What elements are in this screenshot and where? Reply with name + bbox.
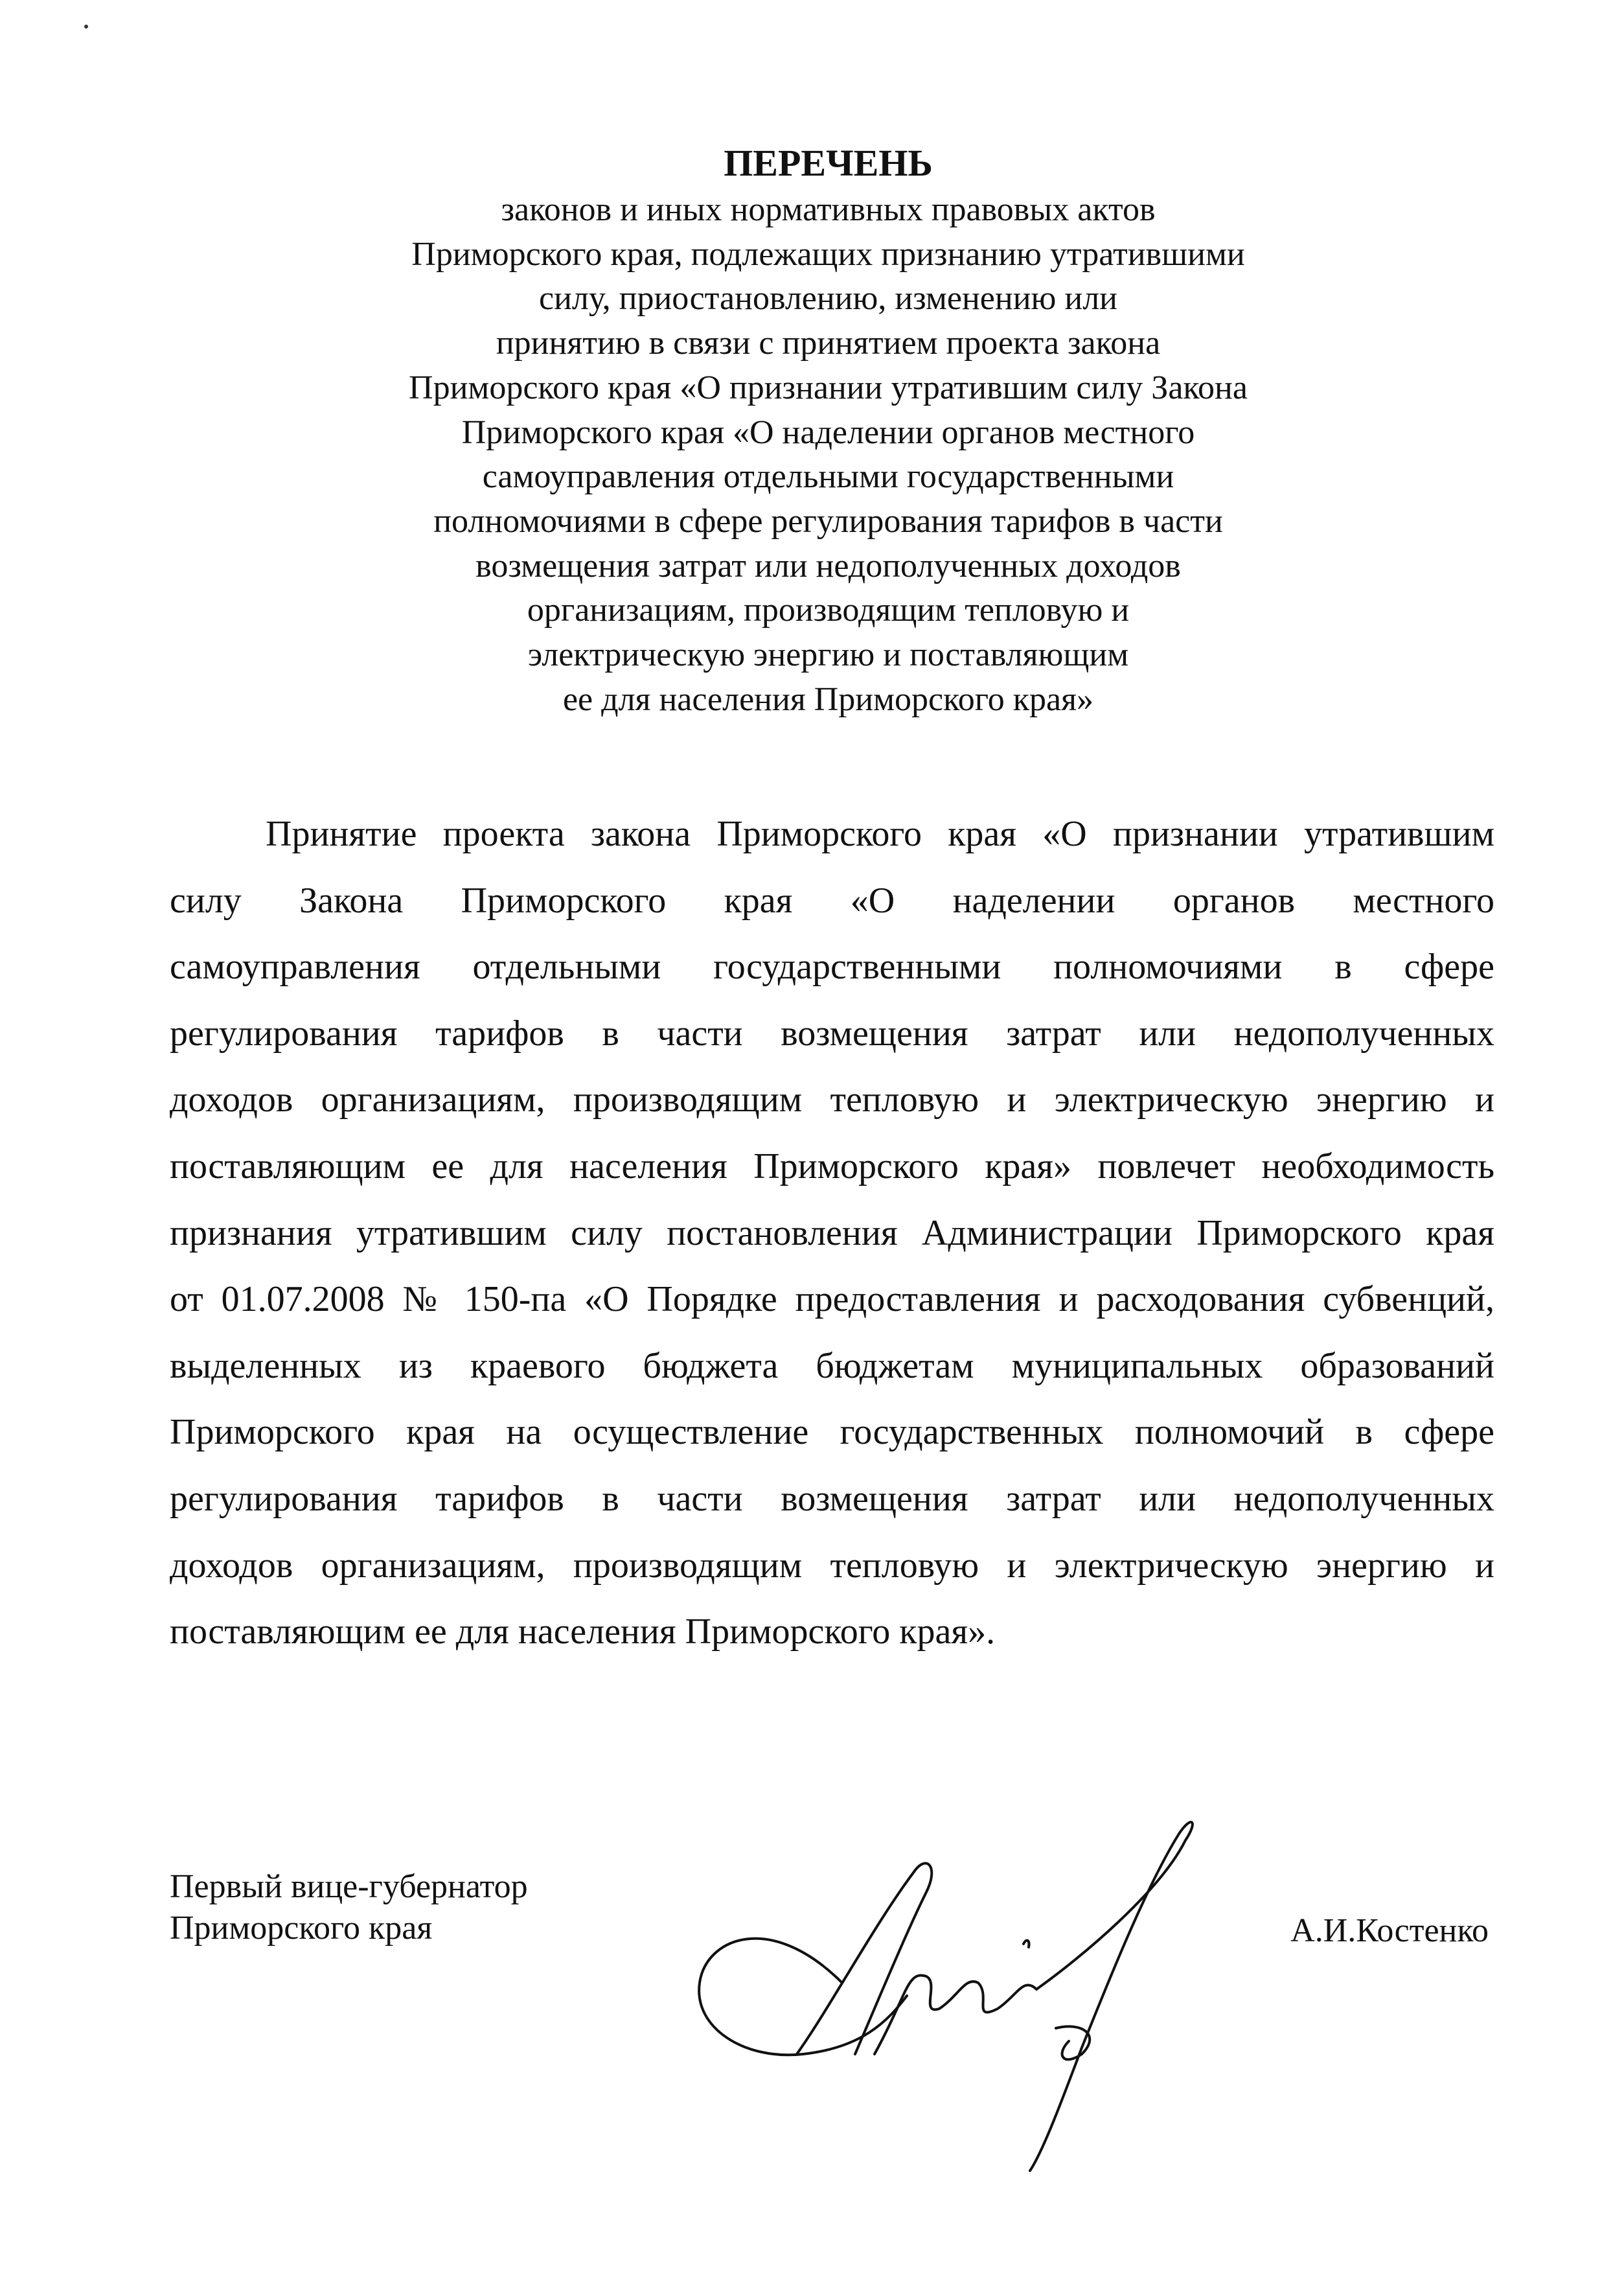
- subtitle-line: электрическую энергию и поставляющим: [527, 636, 1129, 674]
- signatory-name: А.И.Костенко: [1290, 1912, 1489, 1949]
- subtitle-line: законов и иных нормативных правовых актов: [501, 191, 1156, 228]
- subtitle-line: Приморского края «О наделении органов местного: [461, 413, 1195, 451]
- subtitle-line: принятию в связи с принятием проекта закона: [496, 325, 1161, 362]
- signatory-position: [170, 1866, 528, 1949]
- body-line: признания утратившим силу постановления Администрации Приморского края: [170, 1212, 1494, 1253]
- handwritten-signature: [693, 1814, 1276, 2177]
- document-subtitle: [0, 188, 1624, 722]
- signature-stroke: [1030, 1822, 1193, 2171]
- body-line: доходов организациям, производящим тепловую и электрическую энергию и: [170, 1545, 1494, 1586]
- subtitle-line: возмещения затрат или недополученных доходов: [475, 547, 1181, 584]
- body-line: регулирования тарифов в части возмещения затрат или недополученных: [170, 1478, 1494, 1519]
- signature-stroke: [699, 1939, 907, 2055]
- subtitle-line: ее для населения Приморского края»: [562, 680, 1094, 718]
- body-line: выделенных из краевого бюджета бюджетам муниципальных образований: [170, 1345, 1494, 1386]
- body-line: Приморского края на осуществление государственных полномочий в сфере: [170, 1412, 1494, 1453]
- body-line: регулирования тарифов в части возмещения затрат или недополученных: [170, 1013, 1494, 1054]
- body-line: Принятие проекта закона Приморского края «О признании утратившим: [266, 814, 1494, 854]
- subtitle-line: Приморского края «О признании утратившим силу Закона: [409, 369, 1248, 406]
- body-line: доходов организациям, производящим тепловую и электрическую энергию и: [170, 1080, 1494, 1120]
- body-line: силу Закона Приморского края «О наделении органов местного: [170, 880, 1494, 921]
- subtitle-line: Приморского края, подлежащих признанию утратившими: [411, 235, 1245, 273]
- position-line: Первый вице-губернатор: [170, 1868, 528, 1905]
- signature-stroke: [875, 1976, 1036, 2055]
- subtitle-line: полномочиями в сфере регулирования тарифов в части: [433, 502, 1223, 540]
- body-paragraph: [170, 801, 1494, 1665]
- body-line: самоуправления отдельными государственными полномочиями в сфере: [170, 947, 1494, 988]
- subtitle-line: организациям, производящим тепловую и: [527, 592, 1130, 629]
- signature-stroke: [797, 1864, 932, 2054]
- body-line: от 01.07.2008 № 150-па «О Порядке предоставления и расходования субвенций,: [170, 1279, 1494, 1320]
- subtitle-line: самоуправления отдельными государственными: [482, 458, 1174, 496]
- subtitle-line: силу, приостановлению, изменению или: [539, 280, 1117, 318]
- document-title: ПЕРЕЧЕНЬ: [724, 142, 933, 184]
- signature-stroke: [1024, 1941, 1029, 1947]
- scan-speck: [84, 25, 88, 29]
- position-line: Приморского края: [170, 1910, 433, 1947]
- body-line: поставляющим ее для населения Приморского края».: [170, 1612, 996, 1652]
- body-line: поставляющим ее для населения Приморского края» повлечет необходимость: [170, 1146, 1494, 1186]
